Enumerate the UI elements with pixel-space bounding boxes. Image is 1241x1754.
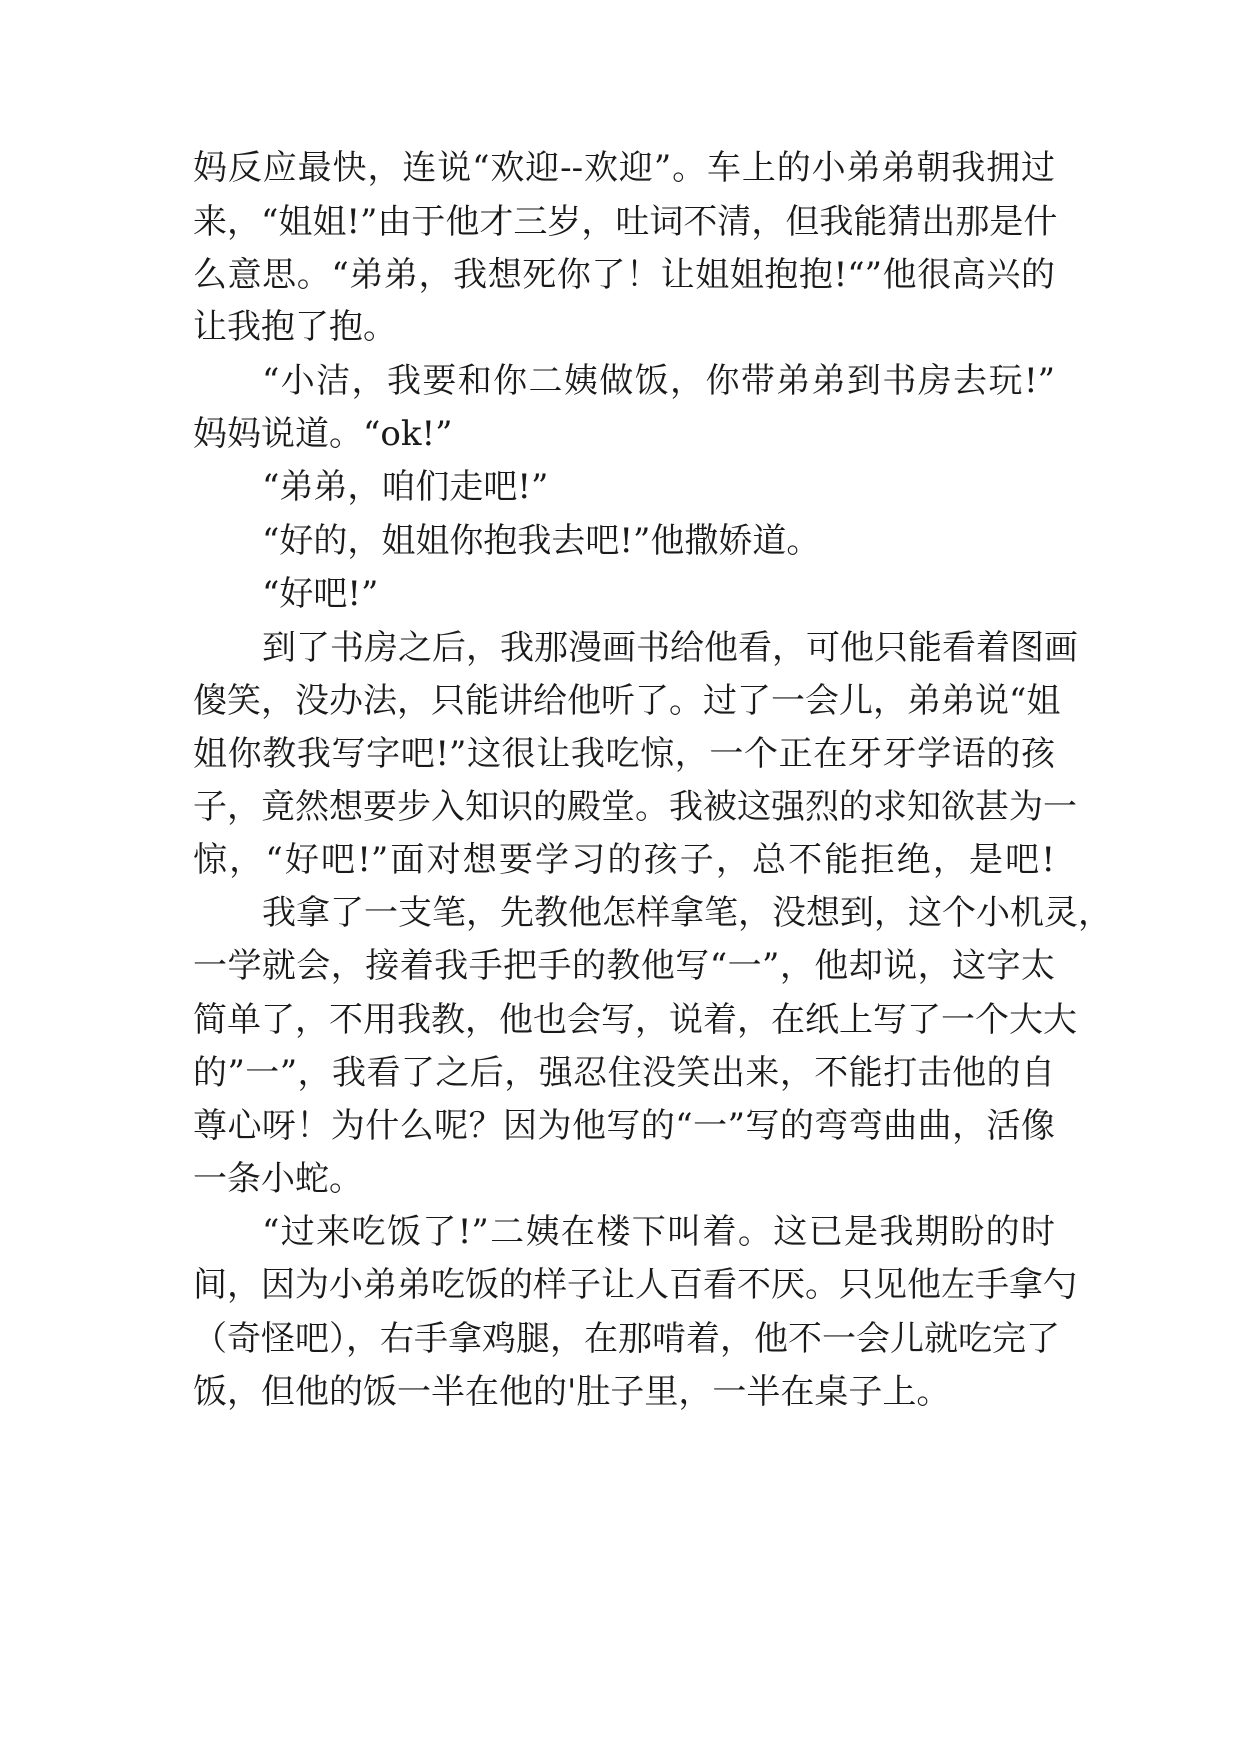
text-line: 让我抱了抱。 [193,307,397,347]
text-line: 妈妈说道。“ok!” [193,414,453,454]
text-line: 一条小蛇。 [193,1159,363,1199]
text-line: 尊心呀！为什么呢？因为他写的“一”写的弯弯曲曲，活像 [193,1106,1055,1146]
text-line: 姐你教我写字吧!”这很让我吃惊，一个正在牙牙学语的孩 [193,734,1055,774]
text-line: 我拿了一支笔，先教他怎样拿笔，没想到，这个小机灵， [262,893,1112,933]
text-line: “好吧!” [262,574,379,614]
text-line: 到了书房之后，我那漫画书给他看，可他只能看着图画 [262,628,1078,668]
text-line: 子，竟然想要步入知识的殿堂。我被这强烈的求知欲甚为一 [193,787,1077,827]
text-line: 么意思。“弟弟，我想死你了！让姐姐抱抱!“”他很高兴的 [193,255,1055,295]
text-line: 妈反应最快，连说“欢迎--欢迎”。车上的小弟弟朝我拥过 [193,148,1055,188]
text-line: 傻笑，没办法，只能讲给他听了。过了一会儿，弟弟说“姐 [193,681,1061,721]
text-line: 惊，“好吧!”面对想要学习的孩子，总不能拒绝，是吧! [193,840,1055,880]
text-line: “好的，姐姐你抱我去吧!”他撒娇道。 [262,521,821,561]
text-line: 饭，但他的饭一半在他的'肚子里，一半在桌子上。 [193,1372,951,1412]
text-line: 简单了，不用我教，他也会写，说着，在纸上写了一个大大 [193,1000,1077,1040]
text-line: 间，因为小弟弟吃饭的样子让人百看不厌。只见他左手拿勺 [193,1265,1077,1305]
text-line: （奇怪吧），右手拿鸡腿，在那啃着，他不一会儿就吃完了 [193,1319,1060,1359]
text-line: “过来吃饭了!”二姨在楼下叫着。这已是我期盼的时 [262,1212,1055,1252]
text-line: “弟弟，咱们走吧!” [262,467,549,507]
text-line: 一学就会，接着我手把手的教他写“一”，他却说，这字太 [193,946,1055,986]
text-line: “小洁，我要和你二姨做饭，你带弟弟到书房去玩!” [262,361,1055,401]
text-line: 的”一”，我看了之后，强忍住没笑出来，不能打击他的自 [193,1053,1055,1093]
text-line: 来，“姐姐!”由于他才三岁，吐词不清，但我能猜出那是什 [193,202,1058,242]
